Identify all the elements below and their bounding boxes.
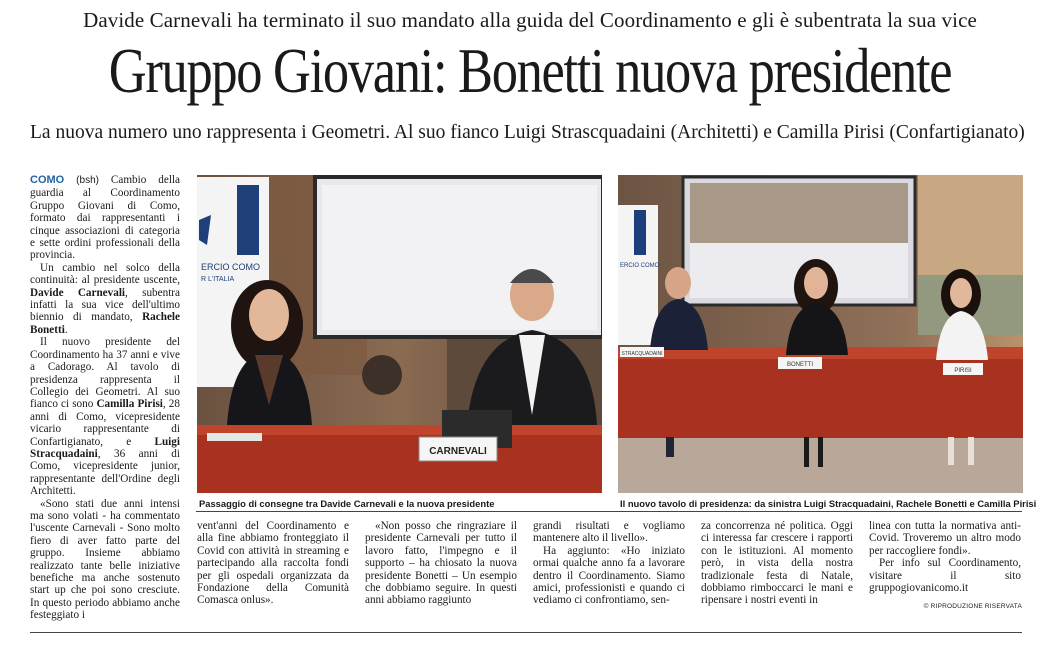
copyright-notice: © RIPRODUZIONE RISERVATA <box>923 603 1022 610</box>
paragraph-1: Cambio della guardia al Coordinamento Gruppo Giovani di Como, formato dai rappresentanti i cinque associazioni di categoria e sette ordini professionali della provincia. <box>30 174 181 262</box>
article-headline: Gruppo Giovani: Bonetti nuova presidente <box>108 35 952 106</box>
name-stracquadaini: Luigi Stracquadaini <box>30 435 180 460</box>
banner-text-left: ERCIO COMO <box>201 262 261 272</box>
banner-text-right: ERCIO COMO <box>620 263 660 269</box>
dateline-city: COMO <box>30 174 65 186</box>
name-bonetti: Rachele Bonetti <box>30 311 180 336</box>
caption-right-photo: Il nuovo tavolo di presidenza: da sinistra Luigi Stracquadaini, Rachele Bonetti e Camilla Pirisi <box>620 498 1037 509</box>
bottom-rule <box>30 632 1022 633</box>
paragraph-quote-carnevali: «Sono stati due anni intensi ma sono volati - ha commentato l'uscente Carnevali - Sono molto fiero di aver fatto parte del gruppo. Insieme abbiamo realizzato tante belle iniziative benefiche ma anche sostenuto start up che poi sono cresciute. In questo periodo abbiamo anche festeggiato i <box>30 497 180 622</box>
article-subhead: La nuova numero uno rappresenta i Geometri. Al suo fianco Luigi Strascquadaini (Architetti) e Camilla Pirisi (Confartigianato) <box>30 122 1025 143</box>
photo-caption-rule <box>196 511 1022 512</box>
body-column-5: za concorrenza né politica. Oggi ci interessa far crescere i rapporti con le istituzioni. Al momento però, in vista della nostra tradizionale festa di Natale, dobbiamo rimboccarci le mani e ripensare i nostri eventi in <box>701 520 853 607</box>
nameplate-carnevali: CARNEVALI <box>429 446 487 457</box>
body-column-6: linea con tutta la normativa anti-Covid. Troveremo un altro modo per raccogliere fondi». Per info sul Coordinamento, visitare il sito gruppogiovanicomo.it <box>869 520 1021 595</box>
photo-left <box>197 175 602 493</box>
name-pirisi: Camilla Pirisi <box>96 398 163 411</box>
body-column-1: COMO (bsh) Cambio della guardia al Coordinamento Gruppo Giovani di Como, formato dai rappresentanti i cinque associazioni di categoria e sette ordini professionali della provincia. Un cambio nel solco della continuità: al presidente uscente, Davide Carnevali, subentra infatti la sua vice dell'ultimo biennio di mandato, Rachele Bonetti. Il nuovo presidente del Coordinamento ha 37 anni e vive a Cadorago. Al tavolo di presidenza rappresenta il Collegio dei Geometri. Al suo fianco ci sono Camilla Pirisi, 28 anni di Como, vicepresidente vicario rappresentante di Confartigianato, e Luigi Stracquadaini, 36 anni di Como, vicepresidente junior, rappresentante dell'Ordine degli Architetti. «Sono stati due anni intensi ma sono volati - ha commentato l'uscente Carnevali - Sono molto fiero di aver fatto parte del gruppo. Insieme abbiamo realizzato tante belle iniziative benefiche ma anche sostenuto start up che poi sono cresciute. In questo periodo abbiamo anche festeggiato i <box>30 174 181 622</box>
nameplate-bonetti: BONETTI <box>786 362 814 368</box>
dateline-byline: (bsh) <box>76 175 99 186</box>
body-column-3: «Non posso che ringraziare il presidente Carnevali per tutto il lavoro fatto, l'impegno e il supporto – ha chiosato la nuova presidente Bonetti – Un esempio che dobbiamo seguire. In questi anni abbiamo raggiunto <box>365 520 517 607</box>
banner-sub-left: R L'ITALIA <box>201 276 235 283</box>
photo-right <box>618 175 1023 493</box>
nameplate-stracquadaini: STRACQUADAINI <box>621 351 663 357</box>
nameplate-pirisi: PIRISI <box>954 368 972 374</box>
body-column-2: vent'anni del Coordinamento e alla fine abbiamo fronteggiato il Covid con attività in streaming e partecipando alla raccolta fondi per gli ospedali organizzata da Fondazione della Comunità Comasca onlus». <box>197 520 349 607</box>
body-column-4: grandi risultati e vogliamo mantenere alto il livello». Ha aggiunto: «Ho iniziato ormai qualche anno fa a lavorare dentro il Coordinamento. Siamo amici, professionisti e quando ci vediamo ci confrontiamo, sen- <box>533 520 685 607</box>
article-kicker: Davide Carnevali ha terminato il suo mandato alla guida del Coordinamento e gli è subentrata la sua vice <box>83 8 977 32</box>
name-carnevali: Davide Carnevali <box>30 286 126 299</box>
caption-left-photo: Passaggio di consegne tra Davide Carnevali e la nuova presidente <box>199 498 495 509</box>
